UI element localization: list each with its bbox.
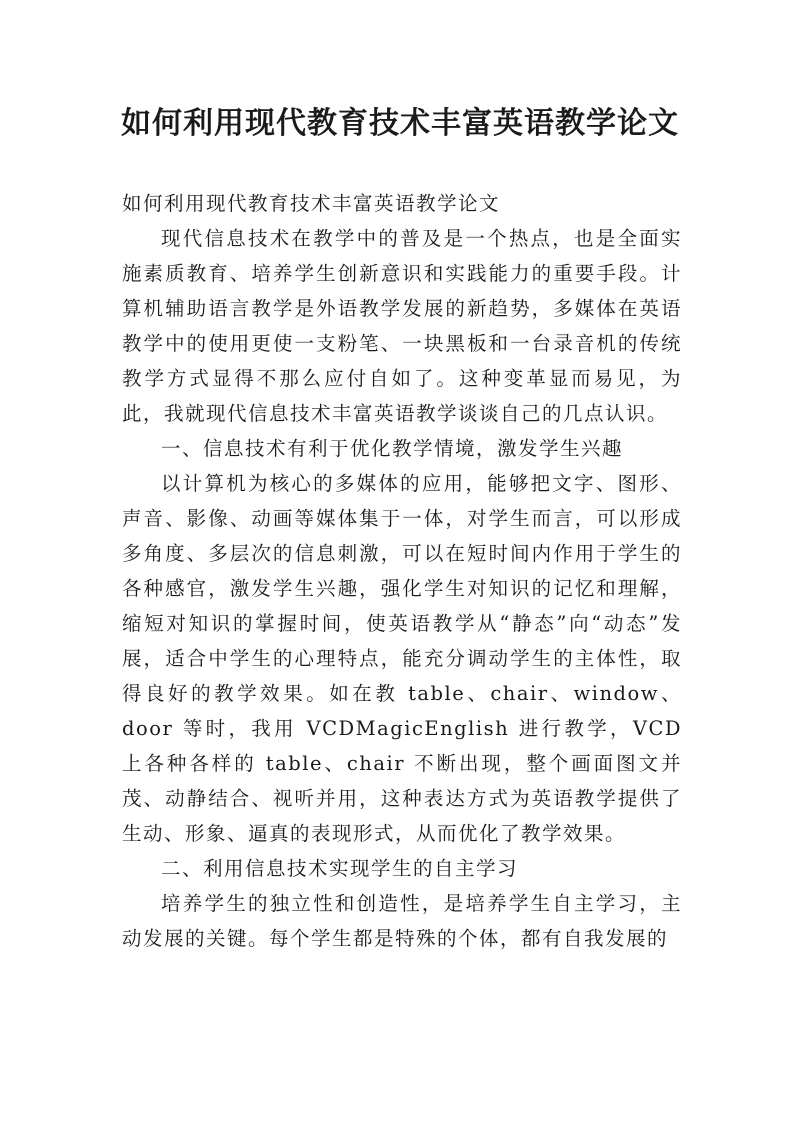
section-heading-1: 一、信息技术有利于优化教学情境，激发学生兴趣: [161, 437, 624, 460]
document-title: 如何利用现代教育技术丰富英语教学论文: [121, 106, 679, 141]
section-1-paragraph: 以计算机为核心的多媒体的应用，能够把文字、图形、声音、影像、动画等媒体集于一体，对学生而言，可以形成多角度、多层次的信息刺激，可以在短时间内作用于学生的各种感官，激发学生兴趣，强化学生对知识的记忆和理解，缩短对知识的掌握时间，使英语教学从“静态”向“动态”发展，适合中学生的心理特点，能充分调动学生的主体性，取得良好的教学效果。如在教 table、chair、window、door 等时，我用 VCDMagicEnglish 进行教学，VCD 上各种各样的 table、chair 不断出现，整个画面图文并茂、动静结合、视听并用，这种表达方式为英语教学提供了生动、形象、逼真的表现形式，从而优化了教学效果。: [122, 472, 682, 845]
section-heading-2: 二、利用信息技术实现学生的自主学习: [161, 857, 519, 880]
document-body: [122, 186, 682, 956]
subtitle-paragraph: 如何利用现代教育技术丰富英语教学论文: [122, 192, 501, 215]
section-2-paragraph: 培养学生的独立性和创造性，是培养学生自主学习，主动发展的关键。每个学生都是特殊的个体，都有自我发展的: [122, 892, 682, 950]
intro-paragraph: 现代信息技术在教学中的普及是一个热点，也是全面实施素质教育、培养学生创新意识和实践能力的重要手段。计算机辅助语言教学是外语教学发展的新趋势，多媒体在英语教学中的使用更使一支粉笔、一块黑板和一台录音机的传统教学方式显得不那么应付自如了。这种变革显而易见，为此，我就现代信息技术丰富英语教学谈谈自己的几点认识。: [122, 227, 682, 425]
